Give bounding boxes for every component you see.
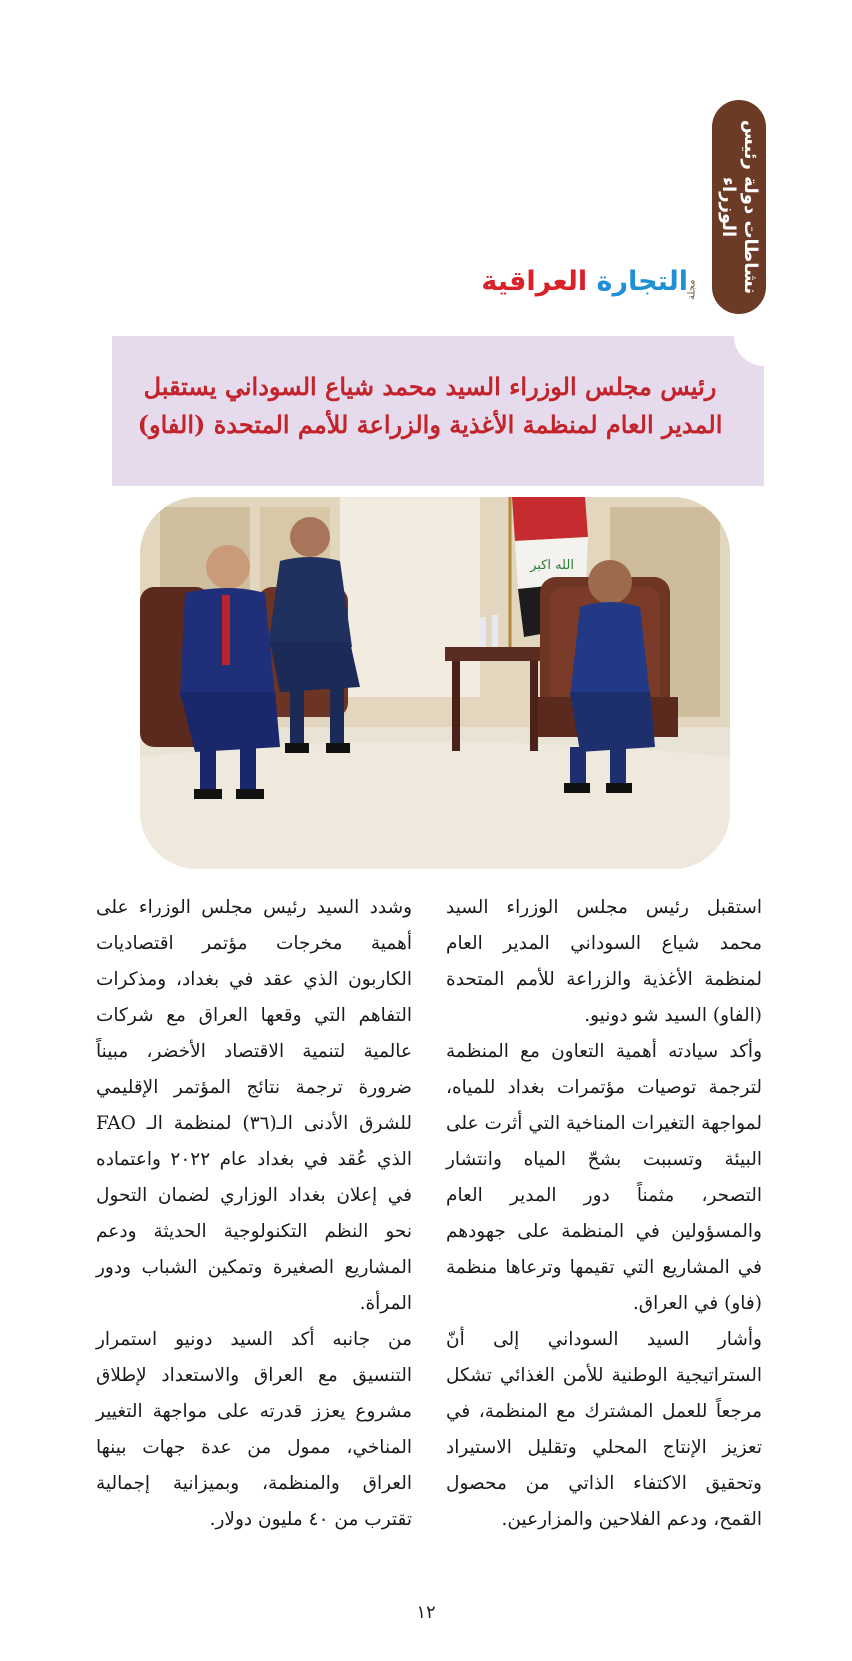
article-paragraph: من جانبه أكد السيد دونيو استمرار التنسيق مع العراق والاستعداد لإطلاق مشروع يعزز قدرته على مواجهة التغيير المناخي، ممول من عدة جهات بينها العراق والمنظمة، وبميزانية إجمالية تقترب من ٤٠ مليون دولار.	[96, 1329, 412, 1530]
logo-brand-part1: التجارة	[596, 266, 688, 297]
article-headline: رئيس مجلس الوزراء السيد محمد شياع السوداني يستقبل المدير العام لمنظمة الأغذية والزراعة للأمم المتحدة (الفاو)	[137, 372, 723, 439]
section-tab-label: نشاطات دولة رئيس الوزراء	[718, 119, 761, 295]
logo-brand-part2: العراقية	[481, 266, 588, 297]
article-paragraph: استقبل رئيس مجلس الوزراء السيد محمد شياع السوداني المدير العام لمنظمة الأغذية والزراعة للأمم المتحدة (الفاو) السيد شو دونيو.	[446, 897, 762, 1026]
article-paragraph: وأكد سيادته أهمية التعاون مع المنظمة لترجمة توصيات مؤتمرات بغداد للمياه، لمواجهة التغيرات المناخية التي أثرت على البيئة وتسببت بشحّ المياه وانتشار التصحر، مثمناً دور المدير العام والمسؤولين في المنظمة على جهودهم في المشاريع التي تقيمها وترعاها منظمة (فاو) في العراق.	[446, 1041, 762, 1314]
article-column-left	[96, 890, 412, 1538]
article-paragraph: وشدد السيد رئيس مجلس الوزراء على أهمية مخرجات مؤتمر اقتصاديات الكاربون الذي عقد في بغداد، ومذكرات التفاهم التي وقعها العراق مع شركات عالمية لتنمية الاقتصاد الأخضر، مبيناً ضرورة ترجمة نتائج المؤتمر الإقليمي للشرق الأدنى الـ(٣٦) لمنظمة الـ FAO الذي عُقد في بغداد عام ٢٠٢٢ واعتماده في إعلان بغداد الوزاري لضمان التحول نحو النظم التكنولوجية الحديثة ودعم المشاريع الصغيرة وتمكين الشباب ودور المرأة.	[96, 897, 413, 1314]
page-number: ١٢	[416, 1602, 436, 1623]
meeting-photo-illustration	[140, 497, 730, 869]
flag-inscription: الله اكبر	[530, 558, 574, 573]
logo-brand	[481, 262, 688, 302]
article-column-right	[446, 890, 762, 1538]
article-paragraph: وأشار السيد السوداني إلى أنّ الستراتيجية الوطنية للأمن الغذائي تشكل مرجعاً للعمل المشترك مع المنظمة، في تعزيز الإنتاج المحلي وتقليل الاستيراد وتحقيق الاكتفاء الذاتي من محصول القمح، ودعم الفلاحين والمزارعين.	[446, 1329, 762, 1530]
logo-small-word: مجلة	[686, 279, 698, 300]
section-tab	[712, 100, 766, 314]
headline-box	[112, 336, 764, 486]
article-photo	[140, 497, 730, 869]
magazine-logo	[481, 262, 712, 312]
